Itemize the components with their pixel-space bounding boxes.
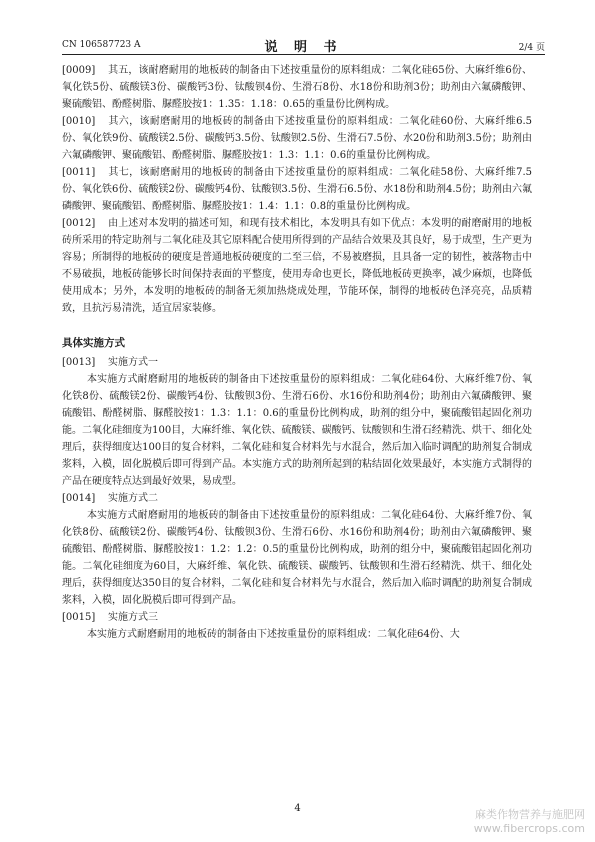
- watermark: [474, 808, 585, 836]
- paragraph-number: [0010]: [62, 116, 96, 127]
- paragraph-0012: [62, 215, 532, 317]
- section-title: 具体实施方式: [62, 337, 125, 349]
- paragraph-text: 其六，该耐磨耐用的地板砖的制备由下述按重量份的原料组成：二氧化硅60份、大麻纤维6.5份、氧化铁9份、硫酸镁2.5份、碳酸钙3.5份、钛酸钡2.5份、生滑石7.5份、水20份和助剂3.5份；助剂由六氟磷酸钾、聚硫酸铝、酚醛树脂、脲醛胶按1：1.3：1.1：0.6的重量份比例构成。: [62, 116, 532, 161]
- embodiment-heading-0013: [62, 354, 532, 371]
- page-header: [62, 36, 545, 55]
- paragraph-text: 其五，该耐磨耐用的地板砖的制备由下述按重量份的原料组成：二氧化硅65份、大麻纤维6份、氧化铁5份、硫酸镁3份、碳酸钙3份、钛酸钡4份、生滑石8份、水18份和助剂3份；助剂由六氟磷酸钾、聚硫酸铝、酚醛树脂、脲醛胶按1：1.35：1.18：0.65的重量份比例构成。: [62, 65, 532, 110]
- document-title: 说 明 书: [264, 40, 343, 55]
- paragraph-number: [0012]: [62, 218, 96, 229]
- paragraph-number: [0015]: [62, 612, 96, 623]
- embodiment-text-0015: 本实施方式耐磨耐用的地板砖的制备由下述按重量份的原料组成：二氧化硅64份、大: [87, 629, 460, 640]
- page-indicator: 2/4 页: [518, 43, 545, 53]
- embodiment-heading-0014: [62, 490, 532, 507]
- paragraph-number: [0013]: [62, 357, 96, 368]
- paragraph-0011: [62, 164, 532, 215]
- watermark-site-name: 麻类作物营养与施肥网: [475, 808, 585, 821]
- patent-number: CN 106587723 A: [62, 40, 141, 50]
- embodiment-heading-0015: [62, 609, 532, 626]
- paragraph-number: [0009]: [62, 65, 96, 76]
- paragraph-0010: [62, 113, 532, 164]
- embodiment-title: 实施方式二: [108, 493, 158, 504]
- embodiment-title: 实施方式一: [108, 357, 158, 368]
- paragraph-text: 由上述对本发明的描述可知，和现有技术相比，本发明具有如下优点：本发明的耐磨耐用的地板砖所采用的特定助剂与二氧化硅及其它原料配合使用所得到的产品结合效果及其良好，易于成型，生产更为容易；所制得的地板砖的硬度是普通地板砖硬度的二至三倍，不易被磨损，且具备一定的韧性，被落物击中不易破损，地板砖能够长时间保持表面的平整度，使用寿命也更长，降低地板砖更换率，减少麻烦，也降低使用成本；另外，本发明的地板砖的制备无须加热烧成处理，节能环保，制得的地板砖色泽亮亮，品质精致，且抗污易清洗，适宜居家装修。: [62, 218, 532, 314]
- document-body: [62, 62, 532, 643]
- embodiment-text-0013: 本实施方式耐磨耐用的地板砖的制备由下述按重量份的原料组成：二氧化硅64份、大麻纤维7份、氧化铁8份、硫酸镁2份、碳酸钙4份、钛酸钡3份、生滑石6份、水16份和助剂4份；助剂由六氟磷酸钾、聚硫酸铝、酚醛树脂、脲醛胶按1：1.3：1.1：0.6的重量份比例构成，助剂的组分中，聚硫酸铝起固化剂功能。二氧化硅细度为100目，大麻纤维、氧化铁、硫酸镁、碳酸钙、钛酸钡和生滑石经精洗、烘干、细化处理后，获得细度达100目的复合材料，二氧化硅和复合材料先与水混合，然后加入临时调配的助剂复合制成浆料，入模，固化脱模后即可得到产品。本实施方式的助剂所起到的粘结固化效果最好，本实施方式制得的产品在硬度特点达到最好效果，易成型。: [62, 374, 532, 487]
- paragraph-text: 其七，该耐磨耐用的地板砖的制备由下述按重量份的原料组成：二氧化硅58份、大麻纤维7.5份、氧化铁6份、硫酸镁2份、碳酸钙4份、钛酸钡3.5份、生滑石6.5份、水18份和助剂4.5份；助剂由六氟磷酸钾、聚硫酸铝、酚醛树脂、脲醛胶按1：1.4：1.1：0.8的重量份比例构成。: [62, 167, 532, 212]
- embodiment-title: 实施方式三: [108, 612, 158, 623]
- paragraph-number: [0014]: [62, 493, 96, 504]
- paragraph-number: [0011]: [62, 167, 96, 178]
- embodiment-text-0014: 本实施方式耐磨耐用的地板砖的制备由下述按重量份的原料组成：二氧化硅64份、大麻纤维7份、氧化铁8份、硫酸镁2份、碳酸钙4份、钛酸钡3份、生滑石6份、水16份和助剂4份；助剂由六氟磷酸钾、聚硫酸铝、酚醛树脂、脲醛胶按1：1.2：1.2：0.5的重量份比例构成，助剂的组分中，聚硫酸铝起固化剂功能。二氧化硅细度为60目，大麻纤维、氧化铁、硫酸镁、碳酸钙、钛酸钡和生滑石经精洗、烘干、细化处理后，获得细度达350目的复合材料，二氧化硅和复合材料先与水混合，然后加入临时调配的助剂复合制成浆料，入模，固化脱模后即可得到产品。: [62, 510, 532, 606]
- watermark-url: www.fibercrops.com: [473, 822, 585, 835]
- page-number: 4: [294, 803, 301, 814]
- paragraph-0009: [62, 62, 532, 113]
